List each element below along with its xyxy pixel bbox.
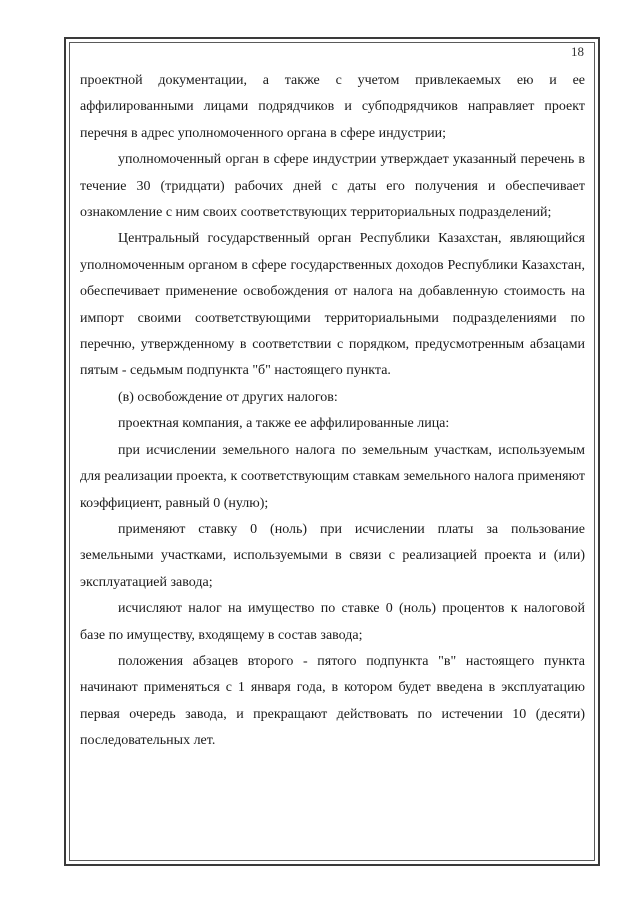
paragraph-8: исчисляют налог на имущество по ставке 0 (ноль) процентов к налоговой базе по имуществу, входящему в состав завода; [80,601,585,643]
paragraph-2: уполномоченный орган в сфере индустрии утверждает указанный перечень в течение 30 (тридцати) рабочих дней с даты его получения и обеспечивает ознакомление с ним своих соответствующих территориальных подразделений; [80,152,585,221]
document-body [80,68,585,755]
paragraph-9: положения абзацев второго - пятого подпункта "в" настоящего пункта начинают применяться с 1 января года, в котором будет введена в эксплуатацию первая очередь завода, и прекращают действовать по истечении 10 (десяти) последовательных лет. [80,653,585,749]
paragraph-6: при исчислении земельного налога по земельным участкам, используемым для реализации проекта, к соответствующим ставкам земельного налога применяют коэффициент, равный 0 (нулю); [80,442,585,511]
paragraph-1: проектной документации, а также с учетом привлекаемых ею и ее аффилированными лицами подрядчиков и субподрядчиков направляет проект перечня в адрес уполномоченного органа в сфере индустрии; [80,73,585,141]
paragraph-5: проектная компания, а также ее аффилированные лица: [118,416,450,432]
paragraph-4: (в) освобождение от других налогов: [118,389,338,405]
paragraph-3: Центральный государственный орган Республики Казахстан, являющийся уполномоченным органом в сфере государственных доходов Республики Казахстан, обеспечивает применение освобождения от налога на добавленную стоимость на импорт своими соответствующими территориальными подразделениями по перечню, утвержденному в соответствии с порядком, предусмотренным абзацами пятым - седьмым подпункта "б" настоящего пункта. [80,231,585,379]
page-number: 18 [571,44,584,59]
paragraph-7: применяют ставку 0 (ноль) при исчислении платы за пользование земельными участками, используемыми в связи с реализацией проекта и (или) эксплуатацией завода; [80,521,585,590]
